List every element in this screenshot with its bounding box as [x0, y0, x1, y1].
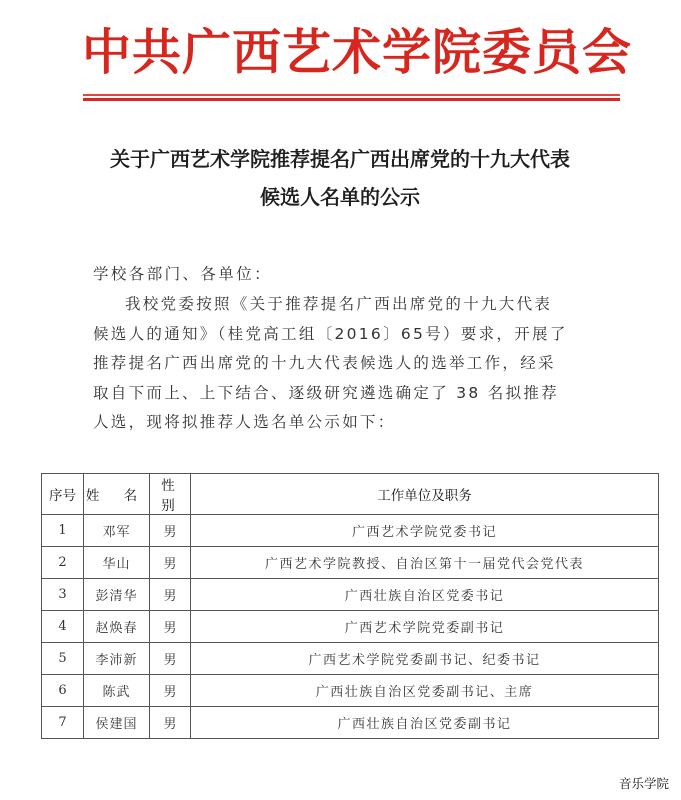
body-line: 人选，现将拟推荐人选名单公示如下：: [93, 413, 396, 431]
cell-no: 2: [42, 547, 84, 579]
cell-no: 7: [42, 707, 84, 739]
table-header-row: [42, 474, 659, 515]
table-row: [42, 707, 659, 739]
body-paragraph: [93, 290, 613, 438]
masthead-rule-thin: [83, 94, 620, 96]
table-row: [42, 515, 659, 547]
cell-name: 华山: [84, 547, 150, 579]
cell-duty: 广西艺术学院党委副书记、纪委书记: [191, 643, 659, 675]
cell-gender: 男: [150, 611, 191, 643]
cell-gender: 男: [150, 675, 191, 707]
cell-name: 赵焕春: [84, 611, 150, 643]
table-row: [42, 611, 659, 643]
cell-no: 5: [42, 643, 84, 675]
cell-duty: 广西壮族自治区党委副书记、主席: [191, 675, 659, 707]
cell-duty: 广西艺术学院党委副书记: [191, 611, 659, 643]
cell-gender: 男: [150, 547, 191, 579]
body-line: 候选人的通知》（桂党高工组〔2016〕65号）要求，开展了: [93, 324, 568, 343]
cell-duty: 广西壮族自治区党委副书记: [191, 707, 659, 739]
header-gender: 性 别: [150, 474, 191, 515]
header-duty: 工作单位及职务: [191, 474, 659, 515]
masthead-rule-thick: [83, 98, 620, 101]
title-line-2: 候选人名单的公示: [260, 185, 420, 209]
body-line: 取自下而上、上下结合、逐级研究遴选确定了 38 名拟推荐: [93, 383, 559, 402]
cell-duty: 广西艺术学院教授、自治区第十一届党代会党代表: [191, 547, 659, 579]
cell-gender: 男: [150, 515, 191, 547]
table-row: [42, 579, 659, 611]
cell-no: 3: [42, 579, 84, 611]
cell-name: 侯建国: [84, 707, 150, 739]
masthead-org-name: 中共广西艺术学院委员会: [82, 23, 633, 81]
document-title: [60, 140, 620, 216]
cell-gender: 男: [150, 643, 191, 675]
cell-duty: 广西壮族自治区党委书记: [191, 579, 659, 611]
cell-gender: 男: [150, 707, 191, 739]
header-name: 姓 名: [84, 474, 150, 515]
body-line: 推荐提名广西出席党的十九大代表候选人的选举工作，经采: [93, 354, 556, 372]
candidates-table: [41, 473, 659, 739]
cell-name: 彭清华: [84, 579, 150, 611]
table-row: [42, 547, 659, 579]
watermark-source: 音乐学院: [618, 776, 669, 791]
table-row: [42, 675, 659, 707]
cell-name: 邓军: [84, 515, 150, 547]
cell-no: 4: [42, 611, 84, 643]
table-row: [42, 643, 659, 675]
title-line-1: 关于广西艺术学院推荐提名广西出席党的十九大代表: [110, 147, 570, 171]
cell-no: 1: [42, 515, 84, 547]
cell-name: 李沛新: [84, 643, 150, 675]
body-line: 我校党委按照《关于推荐提名广西出席党的十九大代表: [125, 295, 553, 313]
salutation: 学校各部门、各单位：: [93, 265, 273, 283]
cell-no: 6: [42, 675, 84, 707]
cell-duty: 广西艺术学院党委书记: [191, 515, 659, 547]
cell-name: 陈武: [84, 675, 150, 707]
header-no: 序号: [42, 474, 84, 515]
cell-gender: 男: [150, 579, 191, 611]
